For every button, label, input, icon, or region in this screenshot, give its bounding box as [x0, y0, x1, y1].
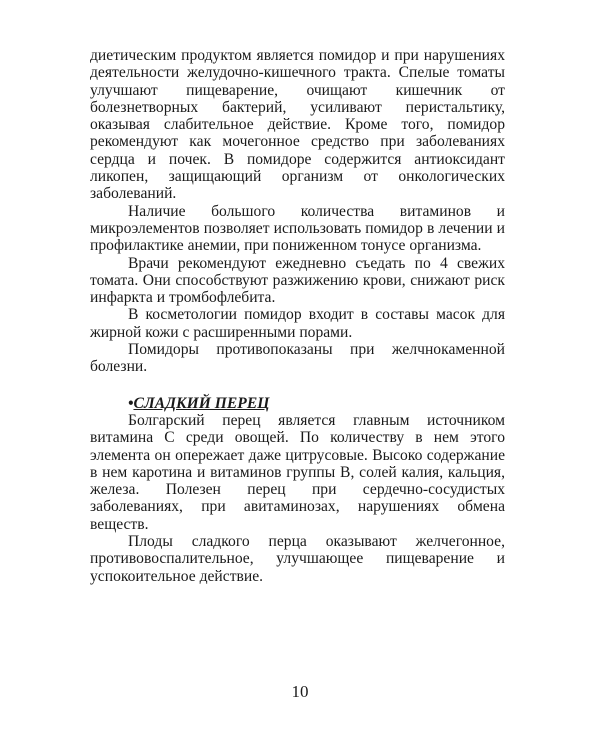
paragraph-vitamins: Наличие большого количества витаминов и микроэлементов позволяет использовать помидор в лечении и профилактике анемии, при пониженном тонусе организма. [90, 202, 505, 255]
heading-bullet: • [128, 394, 134, 412]
heading-title: СЛАДКИЙ ПЕРЕЦ [133, 394, 270, 412]
paragraph-tomato-benefits: диетическим продуктом является помидор и при нарушениях деятельности желудочно-кишечного тракта. Спелые томаты улучшают пищеварение, очищают кишечник от болезнетворных бактерий, усиливают перистальтику, оказывая слабительное действие. Кроме того, помидор рекомендуют как мочегонное средство при заболеваниях сердца и почек. В помидоре содержится антиоксидант ликопен, защищающий организм от онкологических заболеваний. [90, 47, 505, 203]
paragraph-doctors: Врачи рекомендуют ежедневно съедать по 4 свежих томата. Они способствуют разжижению крови, снижают риск инфаркта и тромбофлебита. [90, 254, 505, 307]
page-number: 10 [291, 682, 309, 701]
section-heading [90, 395, 505, 412]
paragraph-pepper-vitamin-c: Болгарский перец является главным источником витамина С среди овощей. По количеству в нем этого элемента он опережает даже цитрусовые. Высоко содержание в нем каротина и витаминов группы В, солей калия, кальция, железа. Полезен перец при сердечно-сосудистых заболеваниях, при авитаминозах, нарушениях обмена веществ. [90, 411, 505, 533]
paragraph-pepper-effects: Плоды сладкого перца оказывают желчегонное, противовоспалительное, улучшающее пищеварение и успокоительное действие. [90, 533, 505, 585]
paragraph-cosmetology: В косметологии помидор входит в составы масок для жирной кожи с расширенными порами. [90, 306, 505, 341]
paragraph-contraindications: Помидоры противопоказаны при желчнокаменной болезни. [90, 341, 505, 376]
page-text [90, 47, 505, 585]
